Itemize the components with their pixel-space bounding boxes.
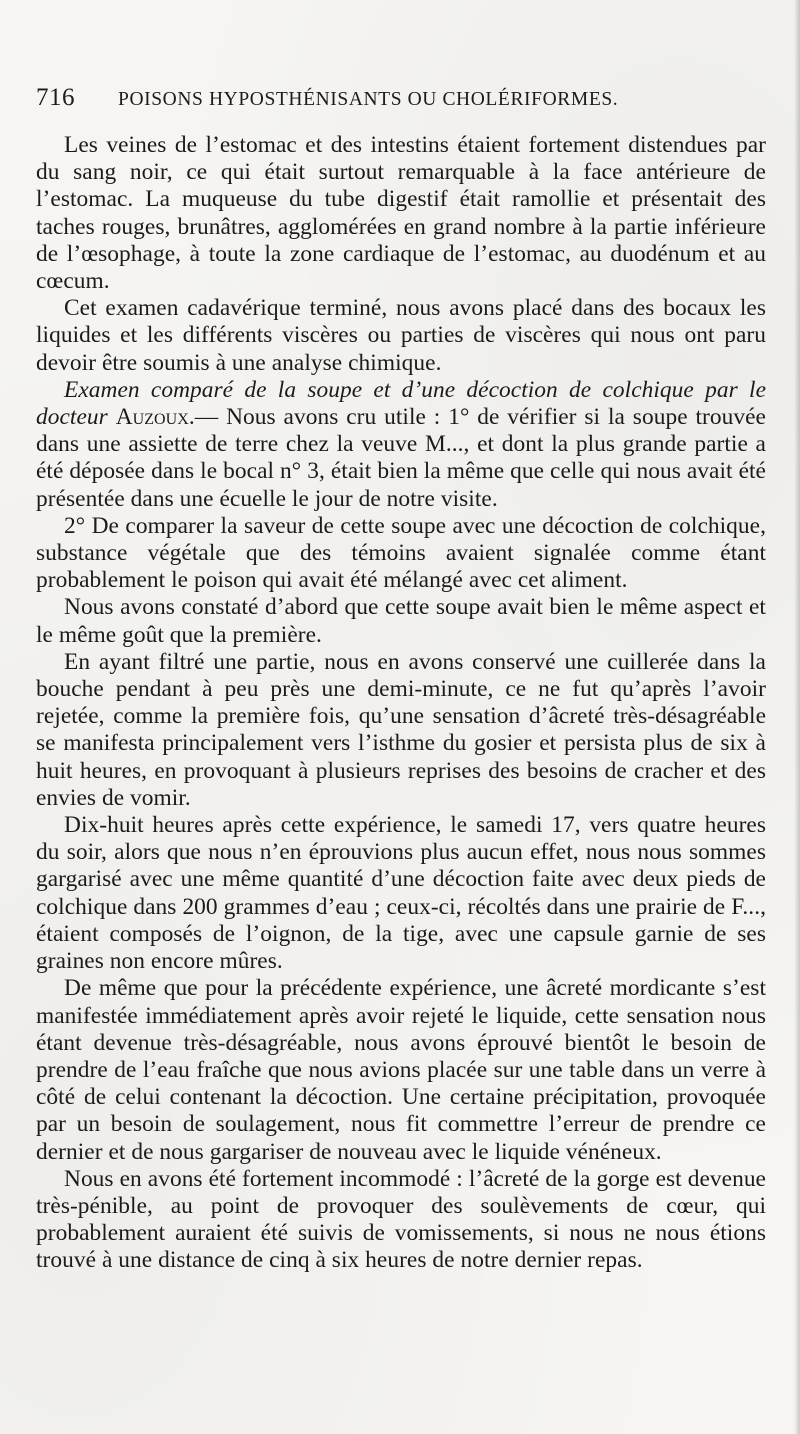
paragraph-4: 2° De comparer la saveur de cette soupe avec une décoction de colchique, substance végétale que des témoins avaient signalée comme étant probablement le poison qui avait été mélangé avec cet aliment. [36,512,766,594]
paragraph-3-text: .— Nous avons cru utile : 1° de vérifier si la soupe trouvée dans une assiette de terre chez la veuve M..., et dont la plus grande partie a été déposée dans le bocal n° 3, était bien la même que celle qui nous avait été présentée dans une écuelle le jour de notre visite. [36,404,766,512]
section-heading-italic: Examen comparé de la soupe et d’une décoction de colchique par le docteur [36,376,766,431]
paragraph-2: Cet examen cadavérique terminé, nous avons placé dans des bocaux les liquides et les différents viscères ou parties de viscères qui nous ont paru devoir être soumis à une analyse chimique. [36,295,766,376]
running-title: POISONS HYPOSTHÉNISANTS OU CHOLÉRIFORMES. [118,89,619,110]
paragraph-5: Nous avons constaté d’abord que cette soupe avait bien le même aspect et le même goût que la première. [36,594,766,648]
page-number: 716 [36,84,75,111]
author-name: Auzoux [115,404,189,431]
paragraph-7: Dix-huit heures après cette expérience, le samedi 17, vers quatre heures du soir, alors que nous n’en éprouvions plus aucun effet, nous nous sommes gargarisé avec une même quantité d’une décoction faite avec deux pieds de colchique dans 200 grammes d’eau ; ceux-ci, récoltés dans une prairie de F..., étaient composés de l’oignon, de la tige, avec une capsule garnie de ses graines non encore mûres. [36,812,766,975]
paragraph-6: En ayant filtré une partie, nous en avons conservé une cuillerée dans la bouche pendant à peu près une demi-minute, ce ne fut qu’après l’avoir rejetée, comme la première fois, qu’une sensation d’âcreté très-désagréable se manifesta principalement vers l’isthme du gosier et persista plus de six à huit heures, en provoquant à plusieurs reprises des besoins de cracher et des envies de vomir. [36,648,766,811]
running-header [36,84,766,114]
paragraph-8: De même que pour la précédente expérience, une âcreté mordicante s’est manifestée immédiatement après avoir rejeté le liquide, cette sensation nous étant devenue très-désagréable, nous avons éprouvé bientôt le besoin de prendre de l’eau fraîche que nous avions placée sur une table dans un verre à côté de celui contenant la décoction. Une certaine précipitation, provoquée par un besoin de soulagement, nous fit commettre l’erreur de prendre ce dernier et de nous gargariser de nouveau avec le liquide vénéneux. [36,975,766,1165]
paragraph-3 [36,377,766,513]
page-body [36,132,766,1275]
paragraph-9: Nous en avons été fortement incommodé : l’âcreté de la gorge est devenue très-pénible, au point de provoquer des soulèvements de cœur, qui probablement auraient été suivis de vomissements, si nous ne nous étions trouvé à une distance de cinq à six heures de notre dernier repas. [36,1165,766,1274]
paragraph-1: Les veines de l’estomac et des intestins étaient fortement distendues par du sang noir, ce qui était surtout remarquable à la face antérieure de l’estomac. La muqueuse du tube digestif était ramollie et présentait des taches rouges, brunâtres, agglomérées en grand nombre à la partie inférieure de l’œsophage, à toute la zone cardiaque de l’estomac, au duodénum et au cœcum. [36,132,766,295]
